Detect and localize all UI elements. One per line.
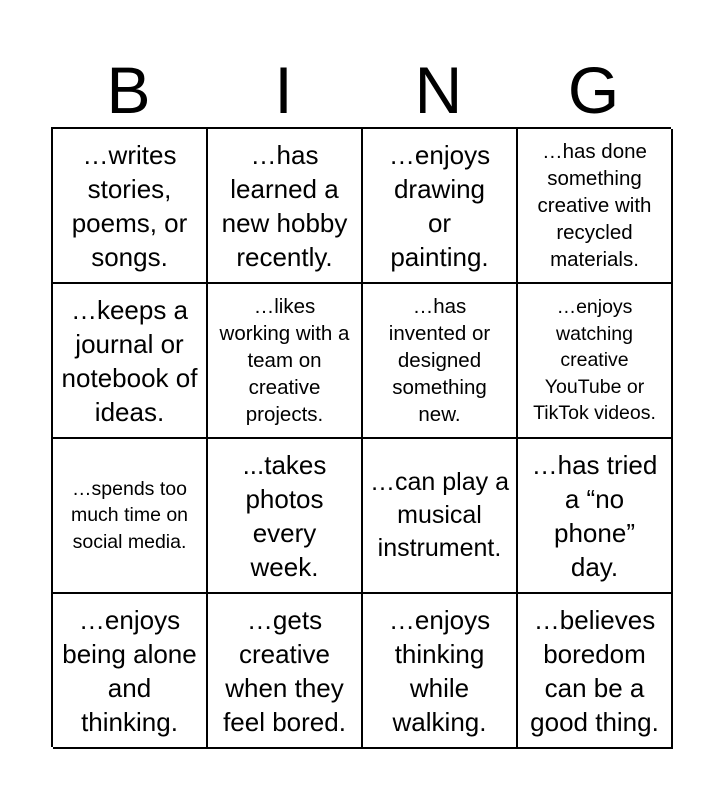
header-letter-g: G bbox=[567, 53, 620, 127]
bingo-cell[interactable] bbox=[363, 439, 518, 594]
bingo-cell-text: …has done something creative with recycled materials. bbox=[537, 140, 652, 271]
bingo-cell-text: …has tried a “no phone” day. bbox=[531, 449, 658, 582]
bingo-cell[interactable] bbox=[518, 594, 673, 749]
bingo-cell-text: …keeps a journal or notebook of ideas. bbox=[61, 294, 198, 427]
header-letter-b: B bbox=[106, 53, 151, 127]
bingo-cell-text: …likes working with a team on creative projects. bbox=[219, 295, 350, 426]
bingo-cell-text: …enjoys being alone and thinking. bbox=[62, 604, 197, 737]
bingo-cell[interactable] bbox=[53, 439, 208, 594]
bingo-cell-text: …enjoys thinking while walking. bbox=[388, 604, 491, 737]
bingo-cell[interactable] bbox=[518, 439, 673, 594]
bingo-cell[interactable] bbox=[53, 284, 208, 439]
bingo-header bbox=[51, 52, 671, 128]
bingo-cell-text: …spends too much time on social media. bbox=[70, 477, 189, 553]
bingo-cell[interactable] bbox=[53, 594, 208, 749]
bingo-cell[interactable] bbox=[208, 594, 363, 749]
bingo-cell-text: …has learned a new hobby recently. bbox=[221, 139, 348, 272]
bingo-cell-text: …believes boredom can be a good thing. bbox=[530, 604, 659, 737]
bingo-cell[interactable] bbox=[208, 439, 363, 594]
bingo-cell-text: …has invented or designed something new. bbox=[388, 295, 491, 426]
bingo-cell[interactable] bbox=[363, 594, 518, 749]
bingo-cell[interactable] bbox=[518, 284, 673, 439]
bingo-cell-text: …can play a musical instrument. bbox=[370, 468, 509, 562]
header-letter-i: I bbox=[274, 53, 293, 127]
header-letter-n: N bbox=[414, 53, 463, 127]
bingo-cell-text: ...takes photos every week. bbox=[242, 449, 327, 582]
bingo-cell-text: …enjoys drawing or painting. bbox=[388, 139, 491, 272]
bingo-cell[interactable] bbox=[363, 284, 518, 439]
bingo-cell-text: …gets creative when they feel bored. bbox=[223, 604, 346, 737]
bingo-grid bbox=[51, 127, 671, 747]
bingo-cell-text: …enjoys watching creative YouTube or TikTok videos. bbox=[533, 296, 656, 425]
bingo-cell[interactable] bbox=[208, 284, 363, 439]
bingo-cell[interactable] bbox=[208, 129, 363, 284]
bingo-cell[interactable] bbox=[518, 129, 673, 284]
bingo-cell[interactable] bbox=[53, 129, 208, 284]
bingo-cell-text: …writes stories, poems, or songs. bbox=[71, 139, 188, 272]
bingo-cell[interactable] bbox=[363, 129, 518, 284]
